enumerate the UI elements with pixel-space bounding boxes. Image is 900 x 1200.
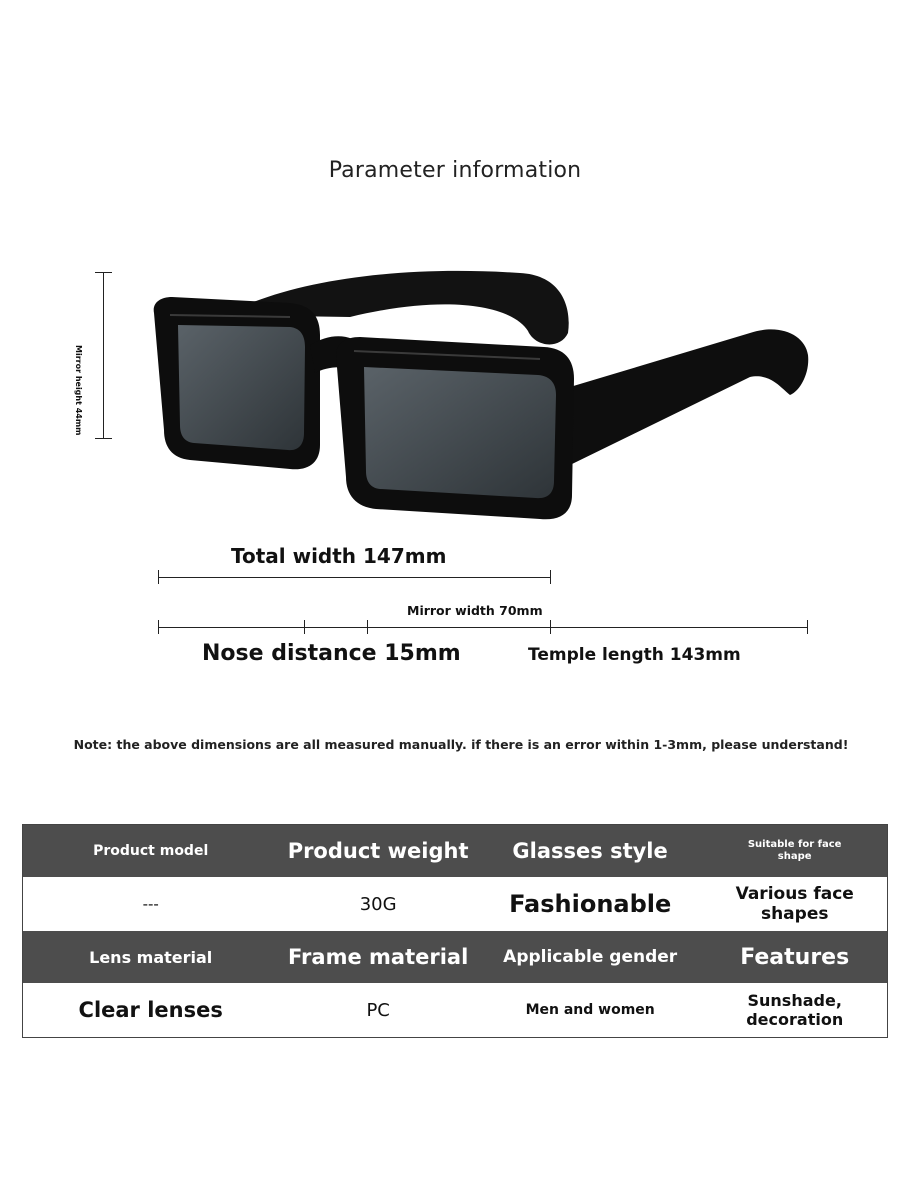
right-lens (364, 367, 556, 498)
spec-value-cell: Sunshade, decoration (746, 991, 844, 1029)
spec-value-cell: Clear lenses (78, 998, 223, 1022)
spec-header-cell: Product weight (287, 839, 469, 863)
measure-tick-1 (158, 620, 159, 634)
spec-header-cell: Applicable gender (503, 947, 678, 967)
spec-header-cell: Product model (93, 843, 209, 859)
spec-value-cell: Men and women (525, 1002, 655, 1018)
total-width-label: Total width 147mm (231, 544, 447, 568)
measure-tick-4 (550, 620, 551, 634)
temple-length-label: Temple length 143mm (528, 645, 741, 665)
spec-table (22, 824, 888, 1038)
total-width-line (158, 577, 551, 578)
mirror-width-label: Mirror width 70mm (407, 603, 543, 618)
spec-header-row-1 (23, 825, 887, 877)
spec-value-cell: --- (142, 895, 159, 913)
mirror-height-cap-bottom (95, 438, 112, 439)
nose-distance-label: Nose distance 15mm (202, 641, 461, 666)
measurement-note: Note: the above dimensions are all measured manually. if there is an error within 1-3mm, please understand! (73, 737, 849, 752)
page-title: Parameter information (328, 158, 582, 183)
spec-value-cell: Various face shapes (735, 884, 854, 924)
near-temple-arm (560, 329, 808, 465)
measure-line (158, 627, 808, 628)
total-width-tick-right (550, 570, 551, 584)
spec-header-cell: Suitable for face shape (747, 839, 842, 862)
spec-value-cell: PC (366, 999, 390, 1021)
spec-value-cell: 30G (359, 893, 397, 915)
left-lens (178, 325, 305, 450)
spec-value-row-1 (23, 877, 887, 931)
spec-header-cell: Features (740, 944, 850, 970)
measure-tick-2 (304, 620, 305, 634)
spec-header-row-2 (23, 931, 887, 983)
mirror-height-cap-top (95, 272, 112, 273)
spec-value-cell: Fashionable (509, 890, 672, 918)
spec-value-row-2 (23, 983, 887, 1037)
spec-header-cell: Lens material (89, 947, 213, 967)
measure-tick-3 (367, 620, 368, 634)
spec-header-cell: Glasses style (512, 839, 668, 863)
mirror-height-label: Mirror height 44mm (74, 345, 83, 436)
mirror-height-line (103, 272, 104, 438)
spec-header-cell: Frame material (288, 945, 469, 969)
total-width-tick-left (158, 570, 159, 584)
sunglasses-image (140, 255, 820, 535)
measure-tick-5 (807, 620, 808, 634)
